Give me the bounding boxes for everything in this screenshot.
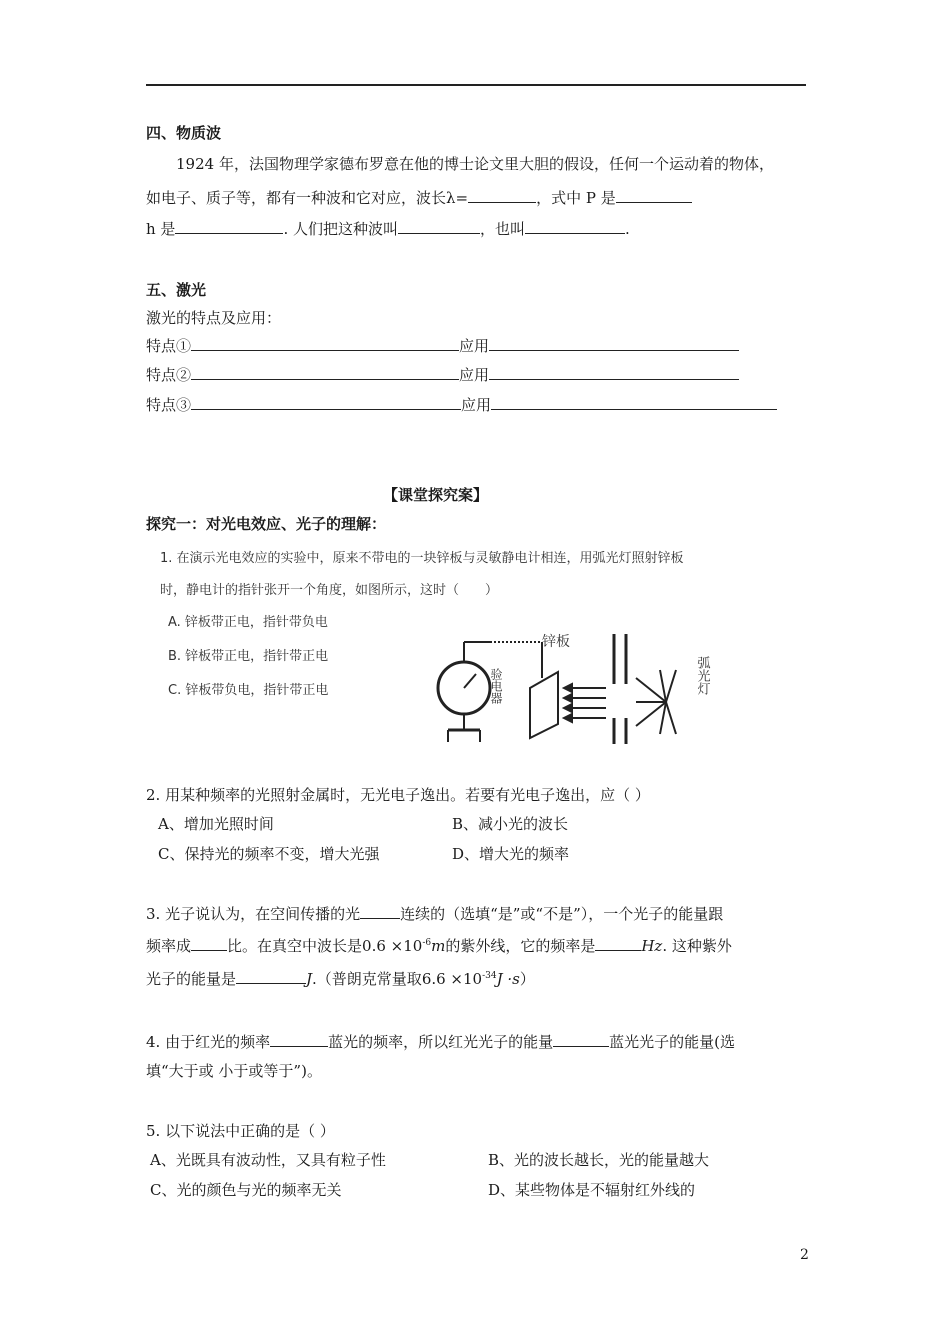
q4-line2: 填“大于或 小于或等于”)。 xyxy=(146,1062,322,1080)
blank-app-1[interactable] xyxy=(489,336,739,351)
q5-option-c[interactable]: C、光的颜色与光的频率无关 xyxy=(150,1181,342,1199)
q4-line1-b: 蓝光的频率，所以红光光子的能量 xyxy=(328,1033,554,1051)
blank-wave-name[interactable] xyxy=(398,219,480,234)
feature-label-2: 特点② xyxy=(146,366,192,384)
q3-line1-a: 3. 光子说认为，在空间传播的光 xyxy=(146,905,361,923)
q4-line1-c: 蓝光光子的能量(选 xyxy=(609,1033,735,1051)
q2-option-b[interactable]: B、减小光的波长 xyxy=(452,815,569,833)
page-number: 2 xyxy=(800,1247,809,1263)
section4-line2-text-b: ，式中 P 是 xyxy=(536,189,616,207)
q5-stem: 5. 以下说法中正确的是（ ） xyxy=(146,1122,335,1140)
blank-feature-2[interactable] xyxy=(191,365,459,380)
label-zinc-plate: 锌板 xyxy=(542,634,570,650)
blank-q4-frequency[interactable] xyxy=(270,1032,328,1047)
q3-planck-value: 6.6 ×10 xyxy=(421,970,483,988)
section4-line3-text-a: h 是 xyxy=(146,220,176,238)
photoelectric-diagram xyxy=(430,628,720,746)
header-rule xyxy=(146,84,806,86)
q1-option-c: C. 锌板带负电，指针带正电 xyxy=(168,683,329,698)
q3-wavelength-value: 0.6 ×10 xyxy=(362,937,423,955)
q3-line1 xyxy=(146,903,723,924)
section4-line3-text-c: ，也叫 xyxy=(479,220,525,238)
q3-planck-unit: J ·s xyxy=(496,970,520,988)
q3-hz-unit: Hz xyxy=(641,937,663,955)
blank-q3-continuous[interactable] xyxy=(360,904,400,919)
q1-option-b: B. 锌板带正电，指针带正电 xyxy=(168,649,329,664)
label-arc-lamp: 弧光灯 xyxy=(694,656,710,695)
blank-p-meaning[interactable] xyxy=(616,188,692,203)
q5-option-a[interactable]: A、光既具有波动性，又具有粒子性 xyxy=(150,1151,386,1169)
feature-label-3: 特点③ xyxy=(146,396,192,414)
blank-q3-proportion[interactable] xyxy=(191,936,227,951)
section4-line3-text-d: . xyxy=(625,220,630,238)
blank-q3-energy[interactable] xyxy=(236,969,306,984)
section5-intro: 激光的特点及应用： xyxy=(146,309,282,327)
q3-line2-a: 频率成 xyxy=(146,937,192,955)
app-label-3: 应用 xyxy=(461,396,492,414)
q3-line1-b: 连续的（选填“是”或“不是”），一个光子的能量跟 xyxy=(400,905,724,923)
q2-option-d[interactable]: D、增大光的频率 xyxy=(452,845,570,863)
q3-wavelength-exp: -6 xyxy=(422,938,432,948)
q3-wavelength-unit: m xyxy=(431,937,446,955)
q3-j-unit: J xyxy=(306,970,313,988)
section4-line1: 1924 年，法国物理学家德布罗意在他的博士论文里大胆的假设，任何一个运动着的物体， xyxy=(176,155,774,173)
feature-label-1: 特点① xyxy=(146,337,192,355)
blank-app-2[interactable] xyxy=(489,365,739,380)
blank-q3-frequency[interactable] xyxy=(595,936,641,951)
q3-line3-c: ） xyxy=(519,970,535,988)
q4-line1 xyxy=(146,1031,735,1052)
section4-line2 xyxy=(146,187,692,208)
q3-line2-b: 比。在真空中波长是 xyxy=(227,937,363,955)
q2-option-a[interactable]: A、增加光照时间 xyxy=(158,815,274,833)
blank-feature-3[interactable] xyxy=(191,395,461,410)
q3-line2 xyxy=(146,935,732,956)
q5-option-b[interactable]: B、光的波长越长，光的能量越大 xyxy=(488,1151,710,1169)
explore-title: 【课堂探究案】 xyxy=(383,486,489,504)
q5-option-d[interactable]: D、某些物体是不辐射红外线的 xyxy=(488,1181,696,1199)
q3-line2-c: 的紫外线，它的频率是 xyxy=(445,937,596,955)
q2-option-c[interactable]: C、保持光的频率不变，增大光强 xyxy=(158,845,380,863)
zinc-plate-icon xyxy=(530,672,558,738)
slit-icon xyxy=(614,634,626,744)
arc-lamp-icon xyxy=(636,670,676,734)
q3-planck-exp: -34 xyxy=(482,971,497,981)
light-arrows-icon xyxy=(564,684,606,722)
laser-row-2 xyxy=(146,364,739,385)
q1-option-a: A. 锌板带正电，指针带负电 xyxy=(168,615,328,630)
q3-line3 xyxy=(146,968,535,989)
blank-wave-alias[interactable] xyxy=(525,219,625,234)
section4-heading: 四、物质波 xyxy=(146,124,222,142)
q1-line2: 时，静电计的指针张开一个角度，如图所示，这时（ ） xyxy=(160,583,499,598)
blank-app-3[interactable] xyxy=(491,395,777,410)
label-electroscope: 验电器 xyxy=(489,668,503,704)
section5-heading: 五、激光 xyxy=(146,281,207,299)
section4-line2-text-a: 如电子、质子等，都有一种波和它对应，波长λ= xyxy=(146,189,469,207)
section4-line3 xyxy=(146,218,630,239)
laser-row-3 xyxy=(146,394,777,415)
laser-row-1 xyxy=(146,335,739,356)
q3-line2-d: . 这种紫外 xyxy=(662,937,732,955)
blank-feature-1[interactable] xyxy=(191,336,459,351)
q1-line1: 1. 在演示光电效应的实验中，原来不带电的一块锌板与灵敏静电计相连，用弧光灯照射锌板 xyxy=(160,551,684,566)
q3-line3-a: 光子的能量是 xyxy=(146,970,237,988)
app-label-2: 应用 xyxy=(459,366,490,384)
blank-q4-energy[interactable] xyxy=(553,1032,609,1047)
blank-h-meaning[interactable] xyxy=(175,219,283,234)
q3-line3-b: .（普朗克常量取 xyxy=(312,970,422,988)
section4-line3-text-b: . 人们把这种波叫 xyxy=(283,220,398,238)
blank-wavelength[interactable] xyxy=(468,188,536,203)
q2-stem: 2. 用某种频率的光照射金属时，无光电子逸出。若要有光电子逸出，应（ ） xyxy=(146,786,650,804)
q4-line1-a: 4. 由于红光的频率 xyxy=(146,1033,271,1051)
explore-subtitle: 探究一：对光电效应、光子的理解： xyxy=(146,515,387,533)
app-label-1: 应用 xyxy=(459,337,490,355)
